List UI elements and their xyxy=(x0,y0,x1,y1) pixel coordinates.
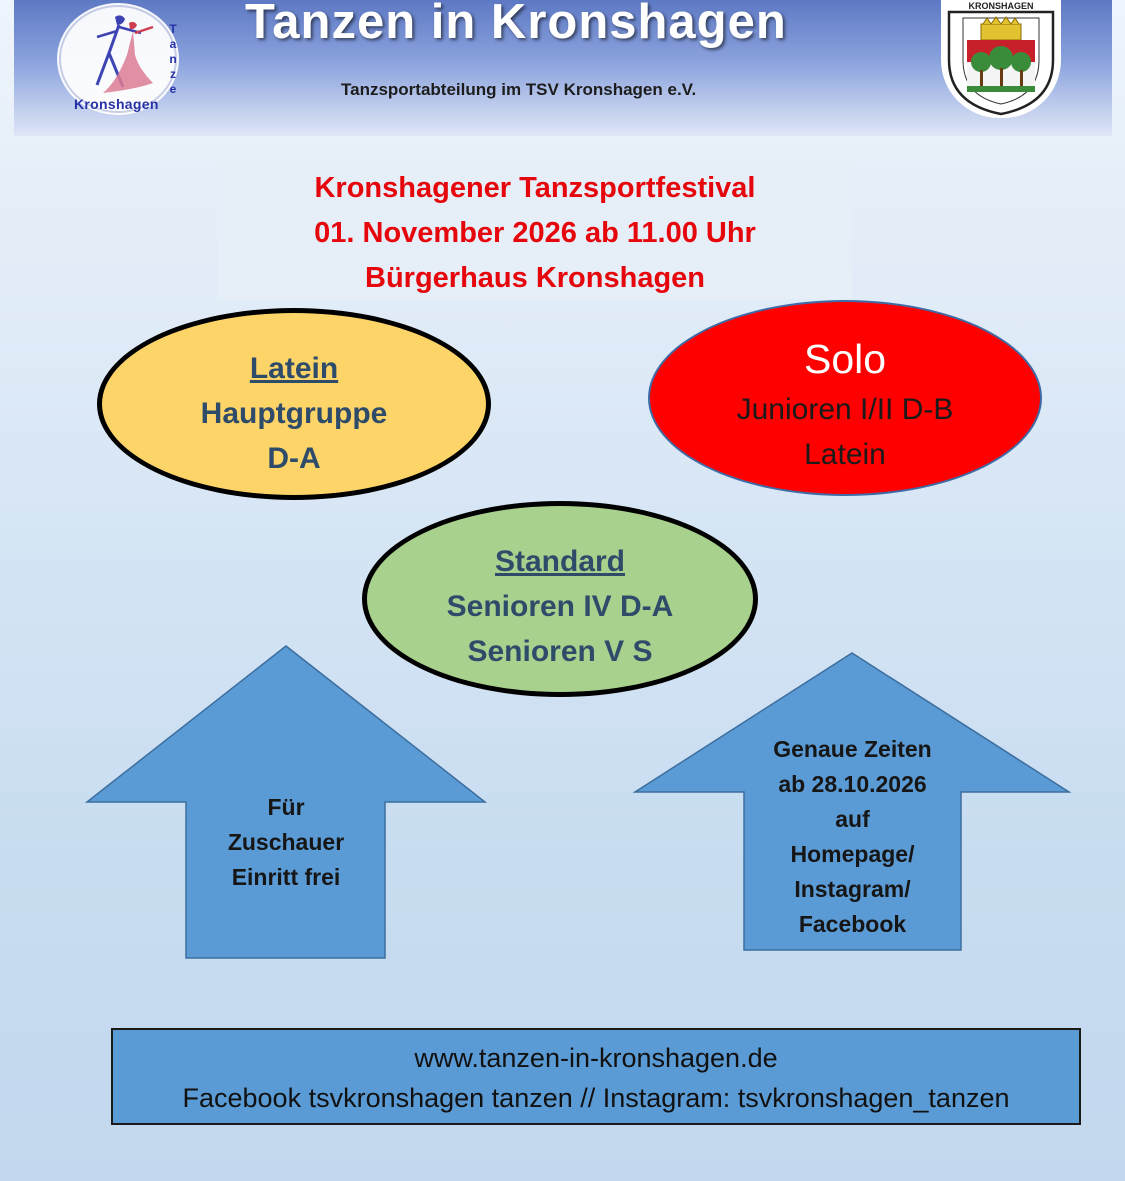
arrow-text-line: Homepage/ xyxy=(790,841,915,867)
arrow-text-line: Genaue Zeiten xyxy=(773,736,932,762)
standard-line2: Senioren V S xyxy=(467,635,653,668)
standard-group-ellipse xyxy=(362,501,758,697)
logo-letter: e xyxy=(169,82,177,96)
solo-line2: Latein xyxy=(804,438,886,471)
arrow-text-line: Einritt frei xyxy=(231,864,341,890)
page-subtitle: Tanzsportabteilung im TSV Kronshagen e.V. xyxy=(341,80,697,99)
event-title: Kronshagener Tanzsportfestival xyxy=(314,172,756,204)
logo-word: Kronshagen xyxy=(74,96,159,112)
solo-line1: Junioren I/II D-B xyxy=(736,393,954,426)
logo-letter: T xyxy=(169,22,177,36)
crest-top-text: KRONSHAGEN xyxy=(968,1,1034,11)
footer-box xyxy=(111,1028,1081,1125)
logo-letter: n xyxy=(169,52,177,66)
social-links: Facebook tsvkronshagen tanzen // Instagram: tsvkronshagen_tanzen xyxy=(182,1083,1010,1113)
event-date: 01. November 2026 ab 11.00 Uhr xyxy=(314,217,756,249)
arrow-text-line: auf xyxy=(835,806,870,832)
page-title: Tanzen in Kronshagen xyxy=(245,0,787,49)
latein-heading: Latein xyxy=(249,352,339,385)
standard-heading: Standard xyxy=(494,545,626,578)
arrow-text-line: Für xyxy=(267,794,305,820)
latein-line1: Hauptgruppe xyxy=(200,397,388,430)
arrow-text-line: ab 28.10.2026 xyxy=(778,771,927,797)
left-arrow-text xyxy=(186,790,386,895)
website-link[interactable]: www.tanzen-in-kronshagen.de xyxy=(414,1043,778,1073)
solo-group-ellipse xyxy=(648,300,1042,496)
solo-heading: Solo xyxy=(803,336,887,382)
arrow-text-line: Facebook xyxy=(798,911,907,937)
logo-letter: a xyxy=(169,37,177,51)
arrow-text-line: Instagram/ xyxy=(794,876,911,902)
latein-group-ellipse xyxy=(97,308,491,500)
right-arrow-text xyxy=(744,732,961,942)
latein-line2: D-A xyxy=(267,442,321,475)
logo-letter: z xyxy=(170,67,176,81)
event-location: Bürgerhaus Kronshagen xyxy=(365,262,705,294)
standard-line1: Senioren IV D-A xyxy=(446,590,674,623)
arrow-text-line: Zuschauer xyxy=(227,829,345,855)
